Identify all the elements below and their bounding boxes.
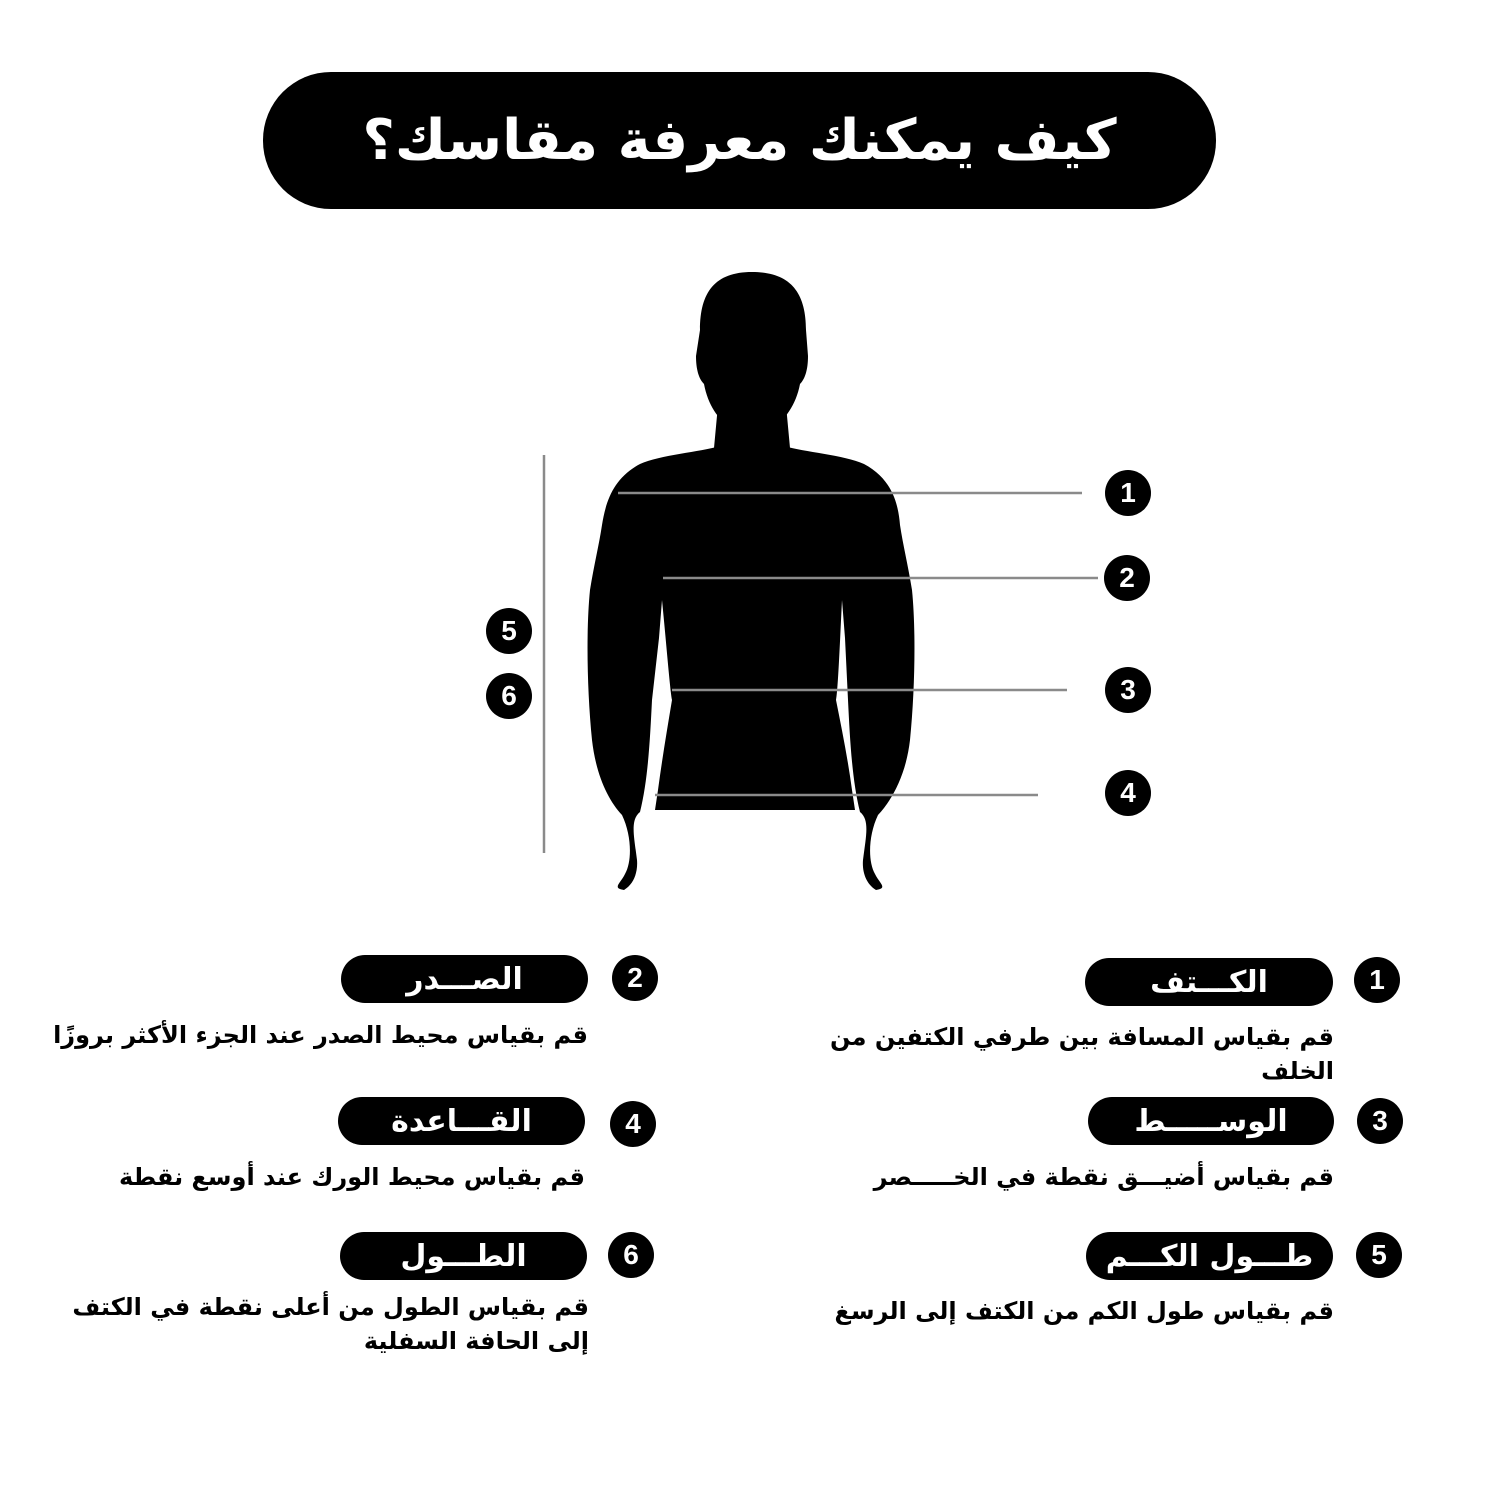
desc-sleeve: قم بقياس طول الكم من الكتف إلى الرسغ xyxy=(834,1297,1334,1325)
label-waist: الوســـــط xyxy=(1088,1097,1334,1145)
item-number-hip: 4 xyxy=(610,1101,656,1147)
item-number-sleeve: 5 xyxy=(1356,1232,1402,1278)
desc-waist: قم بقياس أضيـــق نقطة في الخـــــصر xyxy=(873,1163,1334,1191)
desc-shoulder: قم بقياس المسافة بين طرفي الكتفين من الخلف xyxy=(830,1023,1334,1085)
item-number-shoulder: 1 xyxy=(1354,957,1400,1003)
desc-hip: قم بقياس محيط الورك عند أوسع نقطة xyxy=(118,1163,585,1191)
desc-chest: قم بقياس محيط الصدر عند الجزء الأكثر بروزًا xyxy=(53,1021,588,1049)
desc-length: قم بقياس الطول من أعلى نقطة في الكتف إلى الحافة السفلية xyxy=(72,1293,589,1355)
marker-hip: 4 xyxy=(1105,770,1151,816)
body-silhouette xyxy=(588,272,915,890)
marker-length: 6 xyxy=(486,673,532,719)
item-number-length: 6 xyxy=(608,1232,654,1278)
label-shoulder: الكـــتف xyxy=(1085,958,1333,1006)
label-length: الطـــول xyxy=(340,1232,587,1280)
marker-waist: 3 xyxy=(1105,667,1151,713)
item-number-waist: 3 xyxy=(1357,1098,1403,1144)
marker-sleeve: 5 xyxy=(486,608,532,654)
marker-chest: 2 xyxy=(1104,555,1150,601)
label-sleeve: طـــول الكـــم xyxy=(1086,1232,1333,1280)
marker-shoulder: 1 xyxy=(1105,470,1151,516)
label-chest: الصـــدر xyxy=(341,955,588,1003)
page-title: كيف يمكنك معرفة مقاسك؟ xyxy=(362,108,1117,173)
item-number-chest: 2 xyxy=(612,955,658,1001)
label-hip: القـــاعدة xyxy=(338,1097,585,1145)
